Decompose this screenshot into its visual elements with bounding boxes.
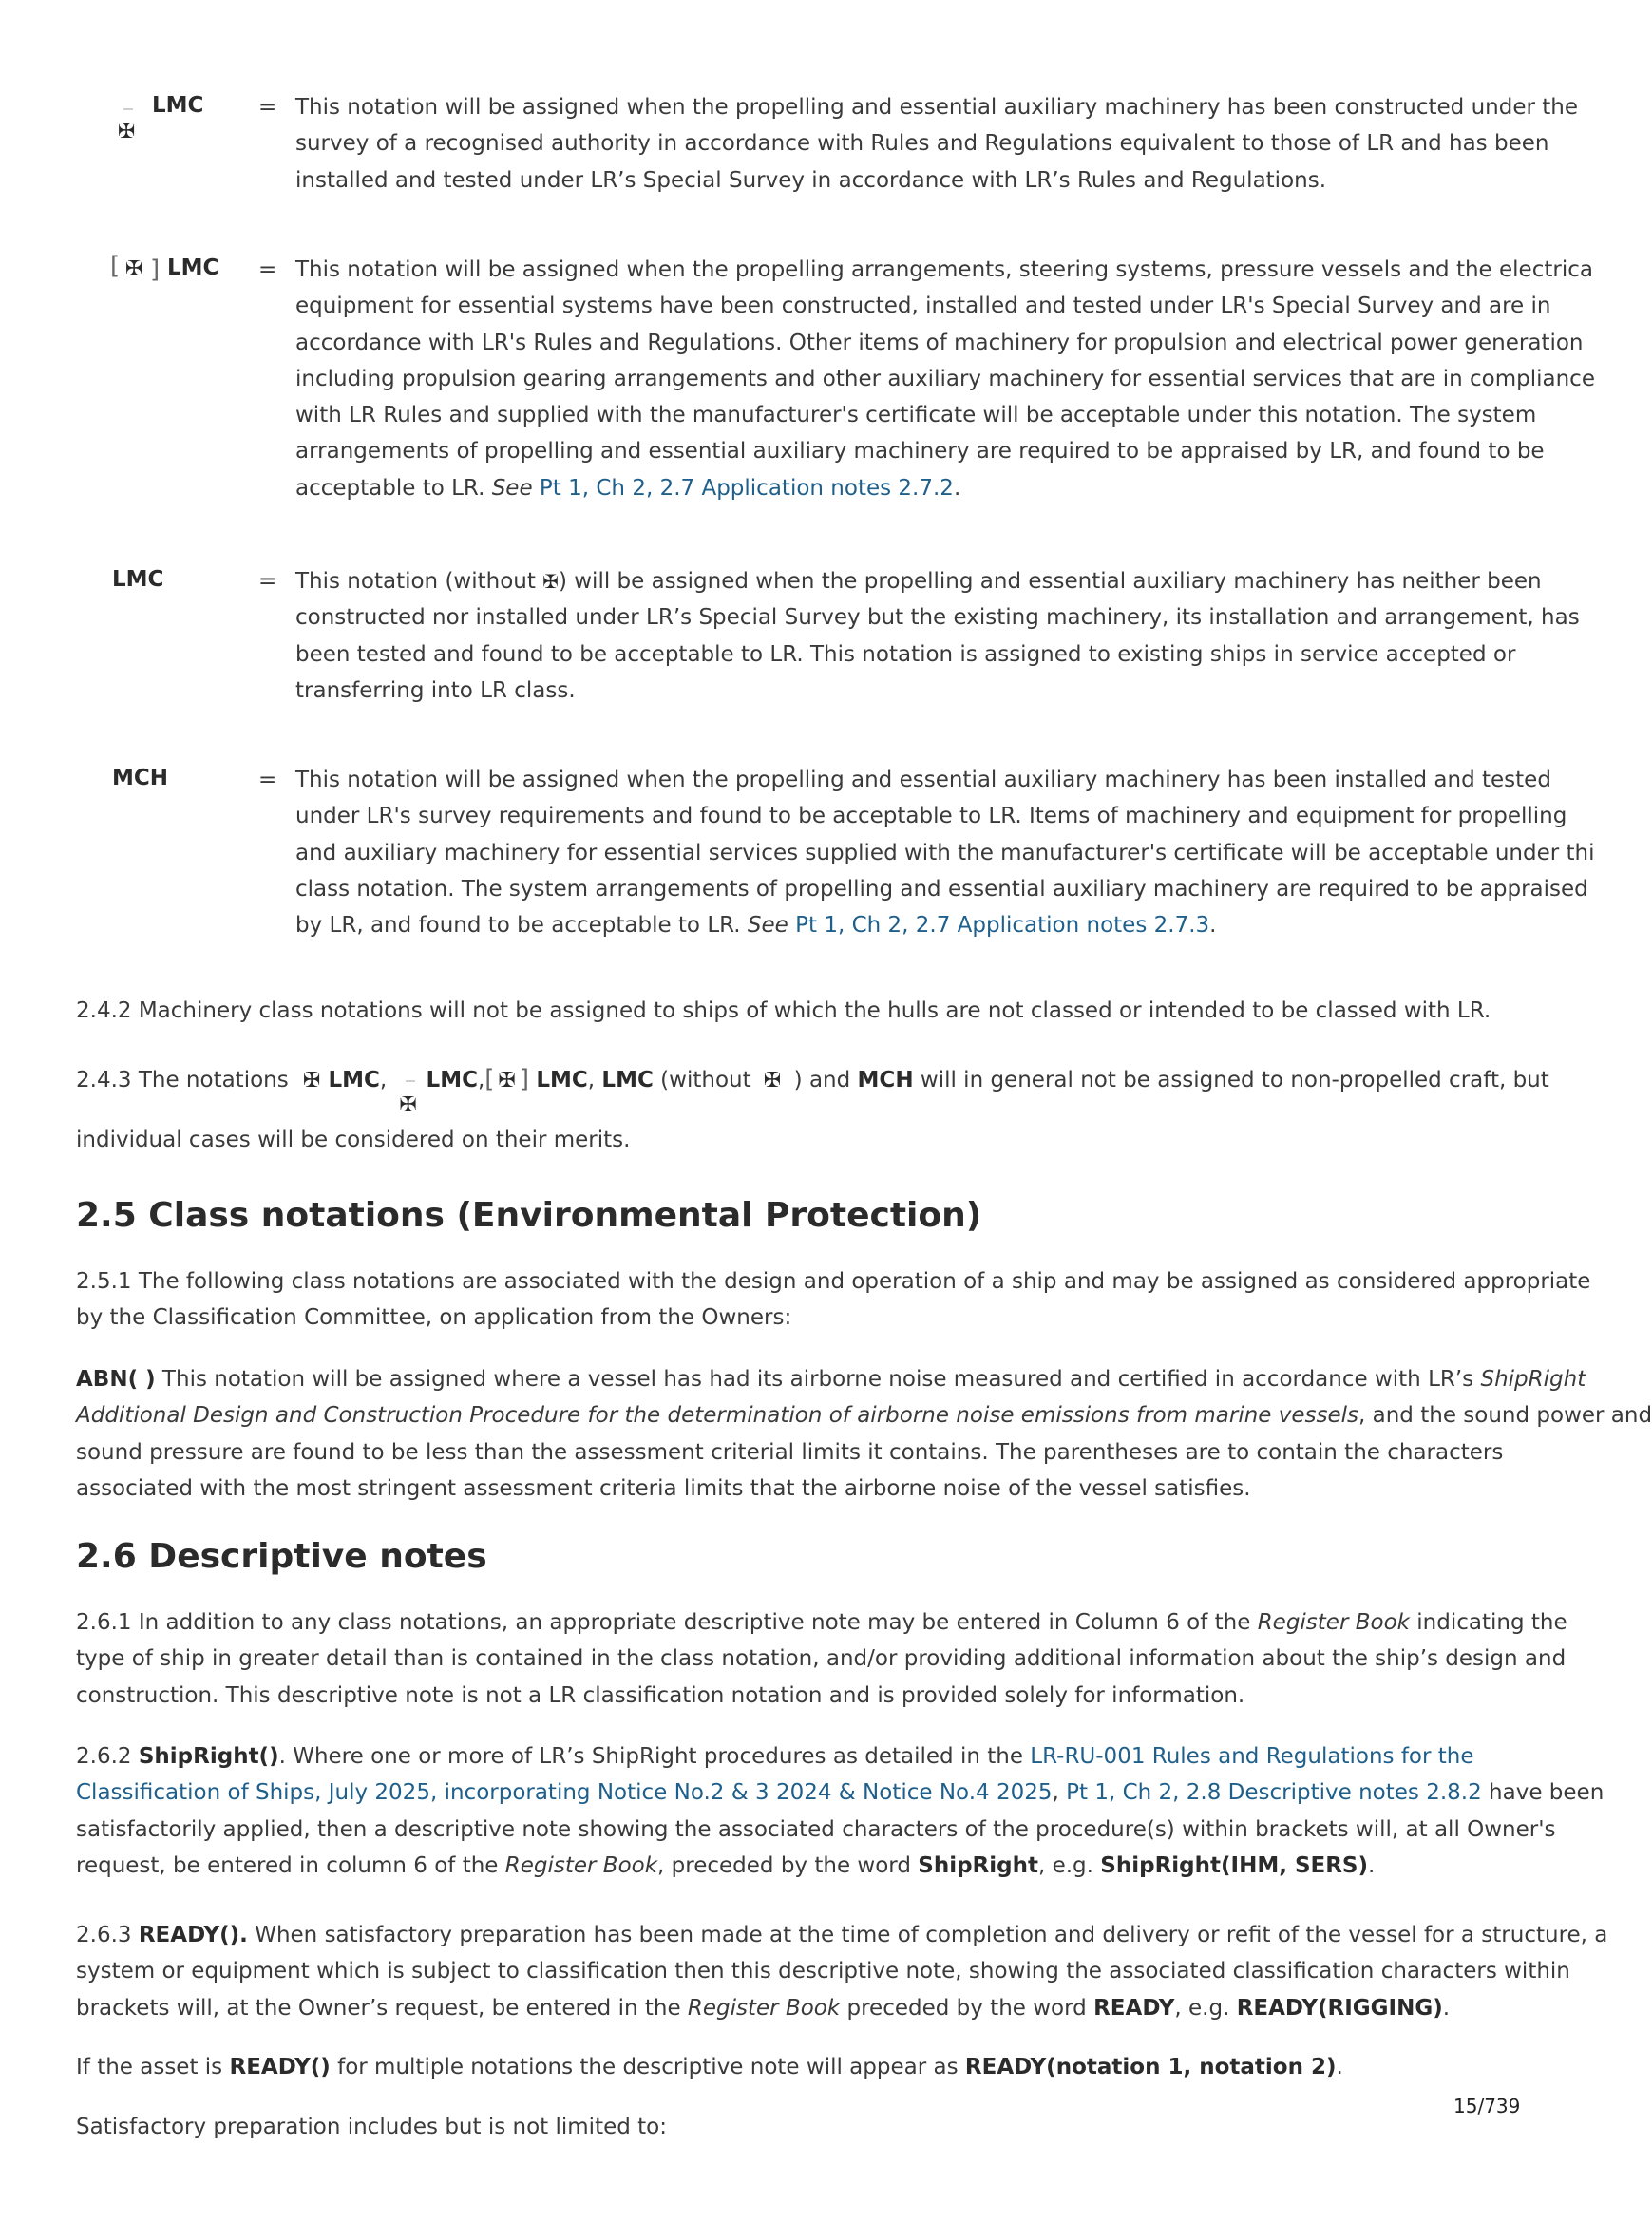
maltese-cross-icon: ✠ [118, 120, 136, 143]
paragraph-satisfactory: Satisfactory preparation includes but is not limited to: [76, 2115, 667, 2139]
equals-sign: = [258, 95, 277, 120]
equals-sign: = [258, 569, 277, 594]
bracket-left: [ [110, 252, 121, 280]
ref-link-2-7-3[interactable]: Pt 1, Ch 2, 2.7 Application notes 2.7.3 [795, 913, 1210, 939]
notation-description: This notation will be assigned when the propelling and essential auxiliary machinery has been installed and tested under LR's survey requirements and found to be acceptable to LR. Items of machinery and equipment for propelling and auxiliary machinery for essential services supplied with the manufacturer's certificate will be acceptable under thi class notation. The system arrangements of propelling and essential auxiliary machinery are required to be appraised by LR, and found to be acceptable to LR. See Pt 1, Ch 2, 2.7 Application notes 2.7.3. [295, 768, 1595, 939]
ref-link-2-8-2[interactable]: Pt 1, Ch 2, 2.8 Descriptive notes 2.8.2 [1066, 1780, 1482, 1806]
notation-description: This notation (without ✠) will be assigned when the propelling and essential auxiliary machinery has neither been constructed nor installed under LR’s Special Survey but the existing machinery, its installation and arrangement, has been tested and found to be acceptable to LR. This notation is assigned to existing ships in service accepted or transferring into LR class. [295, 569, 1580, 703]
notation-description: This notation will be assigned when the propelling arrangements, steering systems, pressure vessels and the electrica equipment for essential systems have been constructed, installed and tested under LR's Special Survey and are in accordance with LR's Rules and Regulations. Other items of machinery for propulsion and electrical power generation including propulsion gearing arrangements and other auxiliary machinery for essential services that are in compliance with LR Rules and supplied with the manufacturer's certificate will be acceptable under this notation. The system arrangements of propelling and essential auxiliary machinery are required to be appraised by LR, and found to be acceptable to LR. See Pt 1, Ch 2, 2.7 Application notes 2.7.2. [295, 257, 1595, 501]
paragraph-2-5-1: 2.5.1 The following class notations are associated with the design and operation of a ship and may be assigned as considered appropriate by the Classification Committee, on application from the Owners: [76, 1269, 1591, 1331]
notation-label: LMC [112, 567, 164, 592]
notation-symbol [110, 563, 253, 620]
paragraph-2-4-2: 2.4.2 Machinery class notations will not be assigned to ships of which the hulls are not classed or intended to be classed with LR. [76, 998, 1491, 1023]
notation-description: This notation will be assigned when the propelling and essential auxiliary machinery has been constructed under the survey of a recognised authority in accordance with Rules and Regulations equivalent to those of LR and has been installed and tested under LR’s Special Survey in accordance with LR’s Rules and Regulations. [295, 95, 1578, 193]
section-heading-2-5: 2.5 Class notations (Environmental Protection) [76, 1196, 982, 1235]
bracket-right: ] [150, 256, 161, 284]
paragraph-2-4-3: 2.4.3 The notations ✠ LMC, ✠ LMC,[ ✠ ] LMC, LMC (without ✠ ) and MCH will in general not be assigned to non-propelled craft, but individual cases will be considered on their merits. [76, 1061, 1501, 1158]
paragraph-2-6-2: 2.6.2 ShipRight(). Where one or more of LR’s ShipRight procedures as detailed in the LR-RU-001 Rules and Regulations for the Classification of Ships, July 2025, incorporating Notice No.2 & 3 2024 & Notice No.4 2025, Pt 1, Ch 2, 2.8 Descriptive notes 2.8.2 have been satisfactorily applied, then a descriptive note showing the associated characters of the procedure(s) within brackets will, at all Owner's request, be entered in column 6 of the Register Book, preceded by the word ShipRight, e.g. ShipRight(IHM, SERS). [76, 1744, 1605, 1878]
paragraph-2-6-1: 2.6.1 In addition to any class notations, an appropriate descriptive note may be entered in Column 6 of the Register Book indicating the type of ship in greater detail than is contained in the class notation, and/or providing additional information about the ship’s design and construction. This descriptive note is not a LR classification notation and is provided solely for information. [76, 1610, 1567, 1708]
dash-mark [123, 108, 133, 110]
notation-label: MCH [112, 766, 169, 790]
maltese-cross-icon: ✠ [303, 1069, 321, 1092]
maltese-cross-icon: ✠ [763, 1069, 782, 1092]
maltese-cross-icon: ✠ [125, 257, 143, 281]
paragraph-multiple-notations: If the asset is READY() for multiple notations the descriptive note will appear as READY(notation 1, notation 2). [76, 2055, 1343, 2079]
stacked-cross-symbol [394, 1061, 427, 1117]
notation-label: LMC [152, 93, 204, 118]
equals-sign: = [258, 768, 277, 792]
notation-symbol [110, 252, 253, 309]
equals-sign: = [258, 257, 277, 282]
ref-link-2-7-2[interactable]: Pt 1, Ch 2, 2.7 Application notes 2.7.2 [539, 475, 954, 501]
notation-symbol [110, 89, 253, 146]
page-number: 15/739 [1453, 2095, 1521, 2117]
notation-label: LMC [167, 256, 219, 280]
section-heading-2-6: 2.6 Descriptive notes [76, 1537, 487, 1576]
notation-symbol [110, 762, 253, 819]
paragraph-abn: ABN( ) This notation will be assigned where a vessel has had its airborne noise measured and certified in accordance with LR’s ShipRight Additional Design and Construction Procedure for the determination of airborne noise emissions from marine vessels, and the sound power and sound pressure are found to be less than the assessment criterial limits it contains. The parentheses are to contain the characters associated with the most stringent assessment criteria limits that the airborne noise of the vessel satisfies. [76, 1367, 1652, 1501]
maltese-cross-icon: ✠ [498, 1069, 516, 1092]
rules-link-cont[interactable]: Classification of Ships, July 2025, incorporating Notice No.2 & 3 2024 & Notice No.4 2025 [76, 1780, 1053, 1806]
maltese-cross-icon: ✠ [399, 1093, 417, 1117]
paragraph-2-6-3: 2.6.3 READY(). When satisfactory preparation has been made at the time of completion and delivery or refit of the vessel for a structure, a system or equipment which is subject to classification then this descriptive note, showing the associated classification characters within brackets will, at the Owner’s request, be entered in the Register Book preceded by the word READY, e.g. READY(RIGGING). [76, 1923, 1608, 2021]
rules-link[interactable]: LR-RU-001 Rules and Regulations for the [1030, 1744, 1474, 1769]
maltese-cross-icon: ✠ [542, 570, 559, 593]
